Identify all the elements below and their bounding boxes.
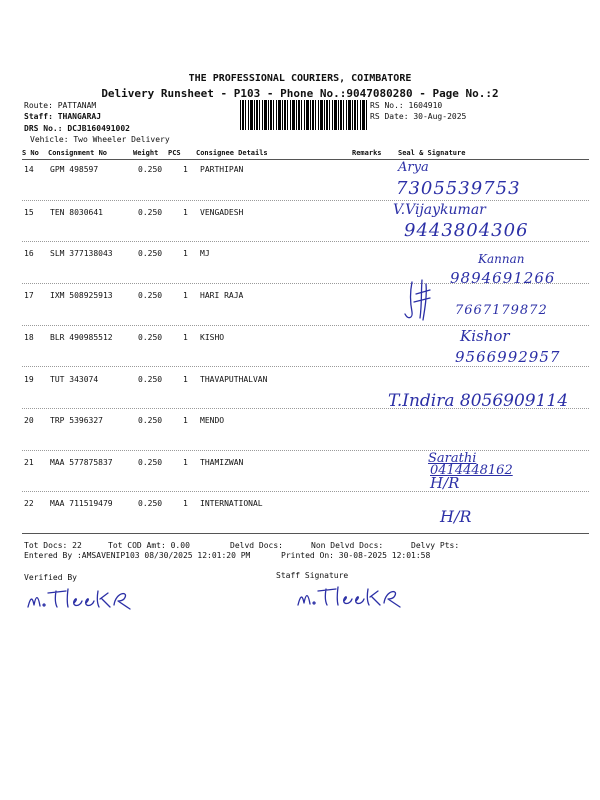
row-separator (22, 325, 589, 326)
drs-number: DRS No.: DCJB160491002 (24, 124, 130, 133)
row-consignment: MAA 711519479 (50, 499, 113, 508)
handwritten-name-18: Kishor (460, 327, 510, 345)
row-pcs: 1 (183, 208, 188, 217)
row-weight: 0.250 (138, 249, 163, 258)
handwritten-phone-15: 9443804306 (404, 220, 529, 241)
handwritten-phone-18: 9566992957 (455, 348, 561, 366)
row-separator (22, 366, 589, 367)
row-weight: 0.250 (138, 416, 163, 425)
printed-on: Printed On: 30-08-2025 12:01:58 (281, 551, 431, 560)
row-sno: 22 (24, 499, 34, 508)
delivered-docs: Delvd Docs: (230, 541, 283, 550)
row-consignee: HARI RAJA (200, 291, 244, 300)
row-separator (22, 200, 589, 201)
col-sno: S No (22, 149, 39, 157)
row-consignment: MAA 577875837 (50, 458, 113, 467)
row-consignment: IXM 508925913 (50, 291, 113, 300)
row-weight: 0.250 (138, 458, 163, 467)
handwritten-phone-16: 9894691266 (450, 269, 556, 287)
row-pcs: 1 (183, 458, 188, 467)
row-consignment: TUT 343074 (50, 375, 99, 384)
staff-signature (296, 583, 416, 611)
row-consignee: KISHO (200, 333, 225, 342)
row-weight: 0.250 (138, 499, 163, 508)
row-consignee: MJ (200, 249, 210, 258)
col-consignment: Consignment No (48, 149, 108, 157)
row-consignee: VENGADESH (200, 208, 244, 217)
handwritten-entry-19: T.Indira 8056909114 (388, 391, 569, 411)
handwritten-name-14: Arya (398, 160, 429, 175)
route-label: Route: PATTANAM (24, 101, 97, 110)
row-weight: 0.250 (138, 375, 163, 384)
handwritten-name-20: Sarathi (428, 451, 477, 466)
col-remarks: Remarks (352, 149, 382, 157)
runsheet-title: Delivery Runsheet - P103 - Phone No.:9047080280 - Page No.:2 (101, 87, 499, 100)
total-cod-amount: Tot COD Amt: 0.00 (108, 541, 190, 550)
row-separator (22, 450, 589, 451)
row-pcs: 1 (183, 291, 188, 300)
signature-17 (400, 278, 440, 326)
row-weight: 0.250 (138, 333, 163, 342)
row-consignee: THAMIZWAN (200, 458, 244, 467)
col-consignee: Consignee Details (196, 149, 268, 157)
row-pcs: 1 (183, 165, 188, 174)
row-sno: 14 (24, 165, 34, 174)
rs-date: RS Date: 30-Aug-2025 (370, 112, 467, 121)
row-sno: 20 (24, 416, 34, 425)
row-pcs: 1 (183, 249, 188, 258)
handwritten-name-15: V.Vijaykumar (393, 202, 486, 218)
row-separator (22, 491, 589, 492)
row-sno: 16 (24, 249, 34, 258)
row-pcs: 1 (183, 333, 188, 342)
row-pcs: 1 (183, 416, 188, 425)
row-separator (22, 241, 589, 242)
row-sno: 18 (24, 333, 34, 342)
col-seal-signature: Seal & Signature (398, 149, 466, 157)
handwritten-phone-20: 0414448162 (430, 463, 513, 478)
row-weight: 0.250 (138, 165, 163, 174)
row-weight: 0.250 (138, 208, 163, 217)
staff-signature-label: Staff Signature (276, 571, 349, 580)
col-pcs: PCS (168, 149, 181, 157)
handwritten-entry-21: H/R (430, 474, 460, 492)
row-consignee: THAVAPUTHALVAN (200, 375, 268, 384)
staff-label: Staff: THANGARAJ (24, 112, 102, 121)
rs-number: RS No.: 1604910 (370, 101, 443, 110)
row-weight: 0.250 (138, 291, 163, 300)
row-consignment: TEN 8030641 (50, 208, 103, 217)
row-consignee: PARTHIPAN (200, 165, 244, 174)
handwritten-phone-14: 7305539753 (396, 178, 521, 199)
verified-by-signature (26, 585, 146, 613)
row-pcs: 1 (183, 499, 188, 508)
row-sno: 19 (24, 375, 34, 384)
row-consignment: GPM 498597 (50, 165, 99, 174)
vehicle-label: Vehicle: Two Wheeler Delivery (30, 135, 170, 144)
handwritten-entry-22: H/R (440, 507, 472, 526)
row-pcs: 1 (183, 375, 188, 384)
company-title: THE PROFESSIONAL COURIERS, COIMBATORE (188, 73, 412, 84)
row-consignment: SLM 377138043 (50, 249, 113, 258)
total-docs: Tot Docs: 22 (24, 541, 82, 550)
barcode-image (240, 100, 367, 130)
col-weight: Weight (133, 149, 159, 157)
entered-by: Entered By :AMSAVENIP103 08/30/2025 12:01:20 PM (24, 551, 251, 560)
row-sno: 17 (24, 291, 34, 300)
verified-by-label: Verified By (24, 573, 77, 582)
handwritten-name-16: Kannan (478, 252, 525, 266)
row-consignee: INTERNATIONAL (200, 499, 263, 508)
handwritten-phone-17: 7667179872 (455, 303, 548, 318)
row-sno: 15 (24, 208, 34, 217)
row-consignee: MENDO (200, 416, 225, 425)
delivery-points: Delvy Pts: (411, 541, 460, 550)
row-sno: 21 (24, 458, 34, 467)
row-consignment: TRP 5396327 (50, 416, 103, 425)
non-delivered-docs: Non Delvd Docs: (311, 541, 384, 550)
table-bottom-rule (22, 533, 589, 534)
row-consignment: BLR 490985512 (50, 333, 113, 342)
header-rule (22, 159, 589, 160)
